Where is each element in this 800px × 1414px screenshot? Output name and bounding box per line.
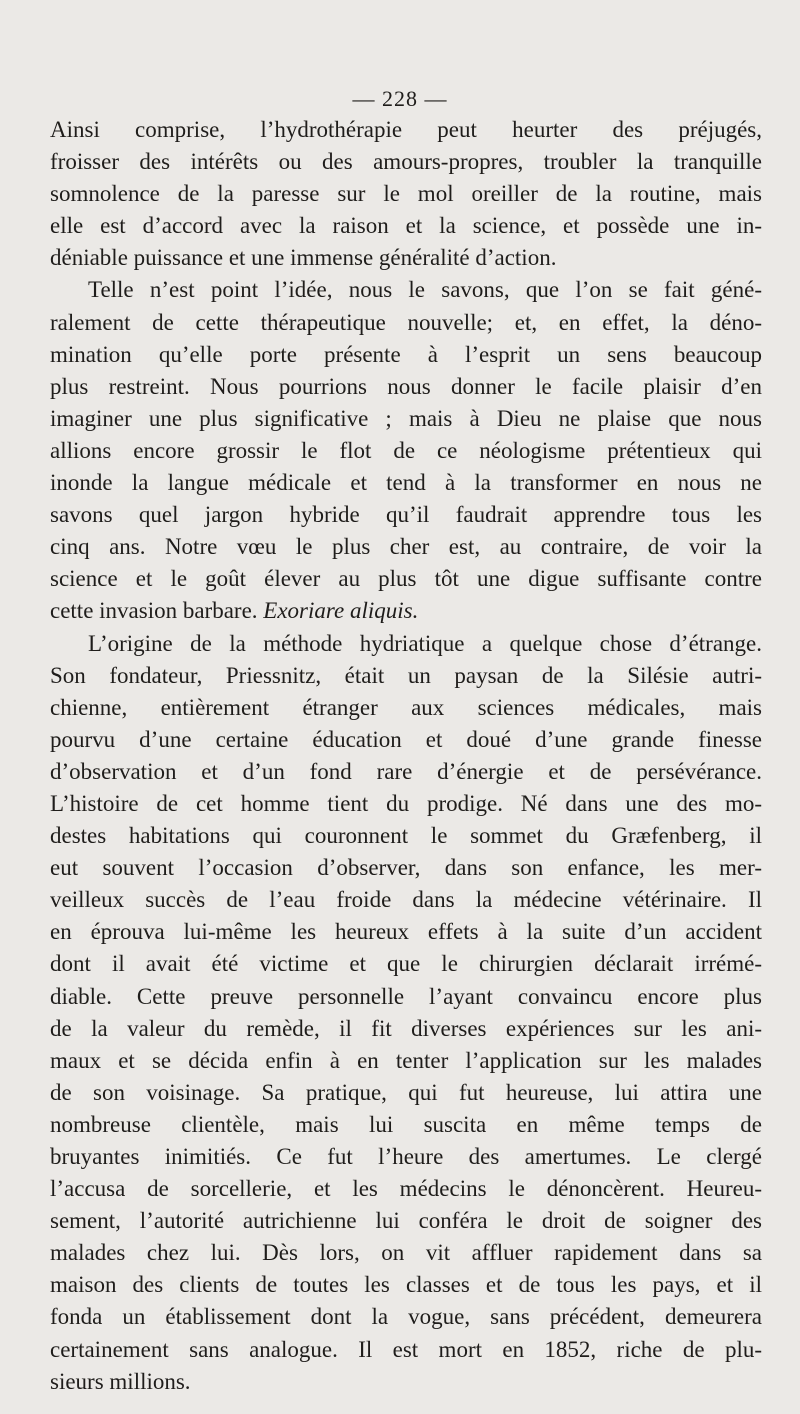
- text-line: de son voisinage. Sa pratique, qui fut heureuse, lui attira une: [50, 1079, 762, 1105]
- text-line: pourvu d’une certaine éducation et doué d’une grande finesse: [50, 726, 762, 752]
- text-line: chienne, entièrement étranger aux sciences médicales, mais: [50, 694, 762, 720]
- latin-quote: Exoriare aliquis.: [263, 598, 419, 624]
- text-line: mination qu’elle porte présente à l’esprit un sens beaucoup: [50, 341, 762, 367]
- text-line: l’accusa de sorcellerie, et les médecins le dénoncèrent. Heureu-: [50, 1176, 762, 1202]
- text-line: savons quel jargon hybride qu’il faudrait apprendre tous les: [50, 502, 762, 528]
- text-line: maux et se décida enfin à en tenter l’application sur les malades: [50, 1047, 762, 1073]
- text-line: destes habitations qui couronnent le sommet du Græfenberg, il: [50, 823, 762, 849]
- body-text: [50, 114, 762, 1398]
- text-line: ralement de cette thérapeutique nouvelle; et, en effet, la déno-: [50, 309, 762, 335]
- text-line: diable. Cette preuve personnelle l’ayant convaincu encore plus: [50, 983, 762, 1009]
- text-line: en éprouva lui-même les heureux effets à la suite d’un accident: [50, 919, 762, 945]
- text-line: imaginer une plus significative ; mais à Dieu ne plaise que nous: [50, 405, 762, 431]
- text-line: dont il avait été victime et que le chirurgien déclarait irrémé-: [50, 951, 762, 977]
- text-line: fonda un établissement dont la vogue, sans précédent, demeurera: [50, 1304, 762, 1330]
- text-line: L’origine de la méthode hydriatique a quelque chose d’étrange.: [88, 630, 762, 656]
- text-line: malades chez lui. Dès lors, on vit affluer rapidement dans sa: [50, 1240, 762, 1266]
- text-line: maison des clients de toutes les classes et de tous les pays, et il: [50, 1272, 762, 1298]
- text-line: Telle n’est point l’idée, nous le savons, que l’on se fait géné-: [88, 277, 762, 303]
- text-line: bruyantes inimitiés. Ce fut l’heure des amertumes. Le clergé: [50, 1144, 762, 1169]
- text-line: sement, l’autorité autrichienne lui conféra le droit de soigner des: [50, 1208, 762, 1234]
- text-line: allions encore grossir le flot de ce néologisme prétentieux qui: [50, 437, 762, 463]
- text-line: certainement sans analogue. Il est mort en 1852, riche de plu-: [50, 1336, 762, 1362]
- text-line: science et le goût élever au plus tôt une digue suffisante contre: [50, 566, 762, 592]
- text-line: eut souvent l’occasion d’observer, dans son enfance, les mer-: [50, 855, 762, 881]
- text-line: froisser des intérêts ou des amours-propres, troubler la tranquille: [50, 149, 762, 175]
- text-line: L’histoire de cet homme tient du prodige. Né dans une des mo-: [50, 790, 762, 816]
- text-line: somnolence de la paresse sur le mol oreiller de la routine, mais: [50, 181, 762, 207]
- text-line: de la valeur du remède, il fit diverses expériences sur les ani-: [50, 1015, 762, 1041]
- text-line: sieurs millions.: [50, 1368, 191, 1394]
- text-line: [50, 595, 762, 627]
- page-number: — 228 —: [352, 86, 448, 111]
- text-line: veilleux succès de l’eau froide dans la médecine vétérinaire. Il: [50, 887, 762, 913]
- text-line: Ainsi comprise, l’hydrothérapie peut heurter des préjugés,: [50, 117, 762, 142]
- text-line: nombreuse clientèle, mais lui suscita en même temps de: [50, 1111, 762, 1137]
- text-line: d’observation et d’un fond rare d’énergie et de persévérance.: [50, 758, 762, 784]
- text-line: déniable puissance et une immense généralité d’action.: [50, 245, 557, 271]
- text-line: cinq ans. Notre vœu le plus cher est, au contraire, de voir la: [50, 534, 762, 560]
- text-line: Son fondateur, Priessnitz, était un paysan de la Silésie autri-: [50, 662, 762, 688]
- text-line: elle est d’accord avec la raison et la science, et possède une in-: [50, 213, 762, 239]
- text-line: inonde la langue médicale et tend à la transformer en nous ne: [50, 470, 762, 496]
- text-line: plus restreint. Nous pourrions nous donner le facile plaisir d’en: [50, 373, 762, 399]
- text-fragment: cette invasion barbare.: [50, 598, 258, 624]
